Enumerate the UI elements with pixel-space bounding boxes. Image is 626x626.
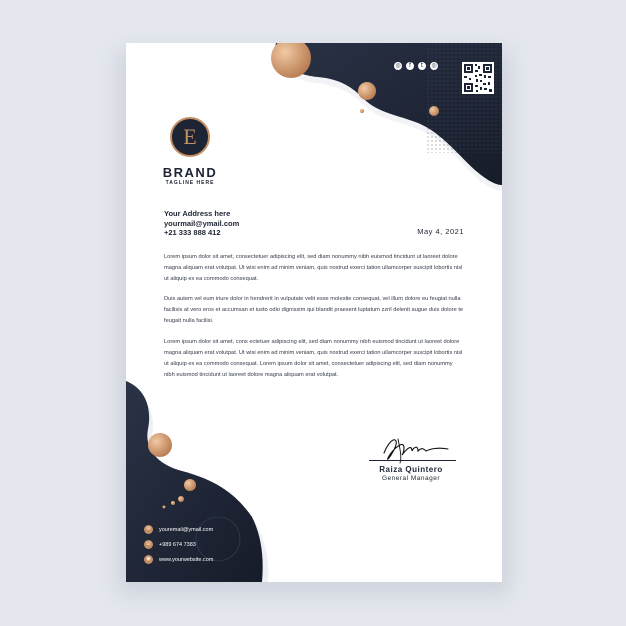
mail-icon: ✉: [144, 525, 153, 534]
whatsapp-icon[interactable]: ◎: [431, 62, 437, 69]
copper-dot: [360, 109, 364, 113]
instagram-icon[interactable]: ◎: [395, 62, 401, 69]
brand-name: BRAND: [162, 165, 218, 180]
letterhead-page: [126, 43, 502, 582]
footer-phone-row[interactable]: [144, 540, 196, 549]
brand-logo: [170, 117, 210, 157]
social-icons: [394, 62, 438, 70]
letter-body: [164, 252, 464, 390]
signer-name: Raiza Quintero: [379, 465, 443, 474]
footer-email-row[interactable]: [144, 525, 213, 534]
sender-phone: +21 333 888 412: [164, 228, 221, 237]
dot-texture: [426, 43, 502, 153]
phone-icon: ☏: [145, 541, 152, 547]
copper-circle: [429, 106, 439, 116]
sender-email: yourmail@ymail.com: [164, 218, 240, 228]
body-paragraph: Lorem ipsum dolor sit amet, cons ectetuer adipiscing elit, sed diam nonummy nibh euismod tincidunt ut laoreet dolore magna aliquam erat volutpat. Ut wisi enim ad minim veniam, quis nostrud exerci tation ullamcorper suscipit lobortis nisl ut aliquip ex ea commodo consequat. Lorem ipsum dolor sit amet, consectetuer adipiscing elit, sed diam nonummy nibh euismod tincidunt ut laoreet dolore magna aliquam erat volutpat.: [164, 338, 463, 378]
copper-circle: [184, 479, 196, 491]
signer-title: General Manager: [381, 475, 441, 482]
footer-phone[interactable]: +989 674 7383: [159, 541, 196, 548]
body-paragraph: Lorem ipsum dolor sit amet, consectetuer adipiscing elit, sed diam nonummy nibh euismod tincidunt ut laoreet dolore magna aliquam erat volutpat. Ut wisi enim ad minim veniam, quis nostrud exerci tation ullamcorper suscipit lobortis nisl ut aliquip ex ea commodo consequat.: [164, 254, 463, 283]
logo-letter: E: [183, 124, 197, 149]
sender-block: [164, 209, 239, 238]
sender-address: Your Address here: [164, 209, 231, 218]
copper-dot: [171, 501, 175, 505]
body-paragraph: Duis autem vel eum iriure dolor in hendrerit in vulputate velit esse molestie consequat, vel illum dolore eu feugiat nulla facilisis at vero eros et accumsan et iusto odio dignissim qui blandit praesent luptatum zzril delenit augue duis dolore te feugait nulla facilisi.: [164, 296, 464, 325]
twitter-icon[interactable]: t: [418, 62, 426, 70]
copper-dot: [178, 496, 184, 502]
footer-website[interactable]: www.yourwebsite.com: [159, 556, 214, 563]
qr-code-icon[interactable]: [462, 62, 494, 94]
footer-website-row[interactable]: [144, 555, 213, 564]
copper-circle: [148, 433, 172, 457]
brand-tagline: TAGLINE HERE: [165, 180, 215, 186]
copper-dot: [163, 506, 166, 509]
signature-line: [369, 460, 456, 461]
globe-icon: ◉: [144, 555, 153, 564]
footer-email[interactable]: youremail@ymail.com: [159, 526, 214, 533]
copper-circle: [358, 82, 376, 100]
letter-date: May 4, 2021: [417, 227, 464, 236]
facebook-icon[interactable]: f: [406, 62, 414, 70]
